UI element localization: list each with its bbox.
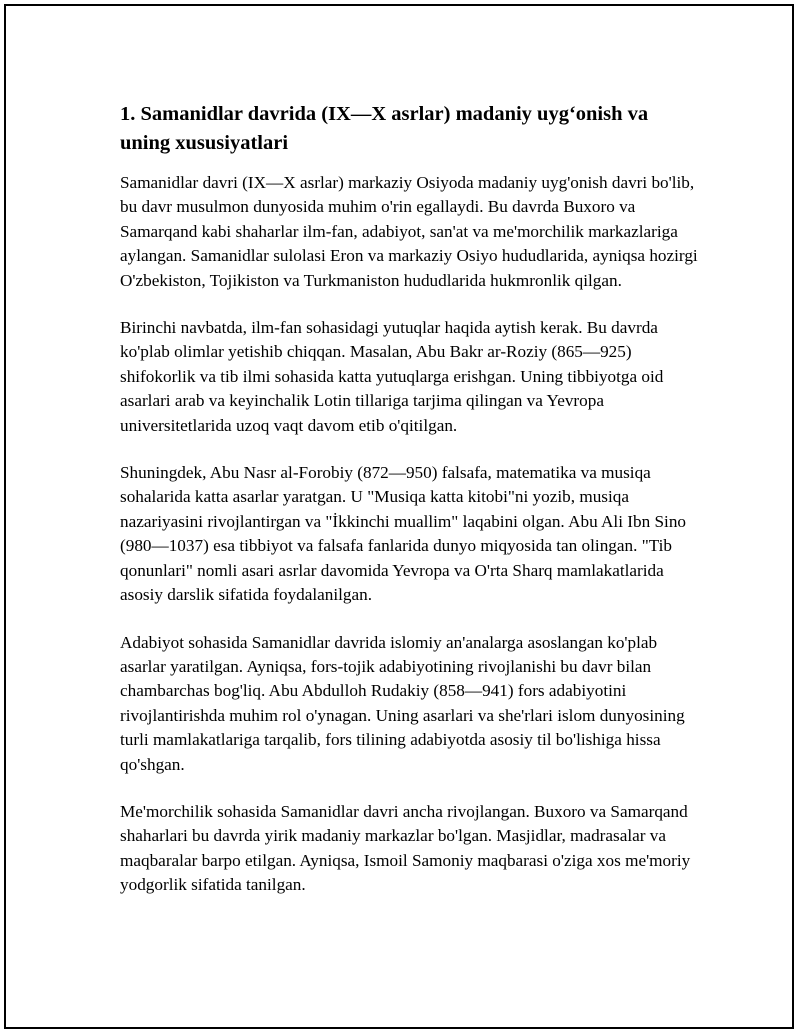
paragraph-science: Birinchi navbatda, ilm-fan sohasidagi yutuqlar haqida aytish kerak. Bu davrda ko'plab olimlar yetishib chiqqan. Masalan, Abu Bakr ar-Roziy (865—925) shifokorlik va tib ilmi sohasida katta yutuqlarga erishgan. Uning tibbiyotga oid asarlari arab va keyinchalik Lotin tillariga tarjima qilingan va Yevropa universitetlarida uzoq vaqt davom etib o'qitilgan. bbox=[120, 318, 664, 435]
paragraph-architecture: Me'morchilik sohasida Samanidlar davri ancha rivojlangan. Buxoro va Samarqand shaharlari bu davrda yirik madaniy markazlar bo'lgan. Masjidlar, madrasalar va maqbaralar barpo etilgan. Ayniqsa, Ismoil Samoniy maqbarasi o'ziga xos me'moriy yodgorlik sifatida tanilgan. bbox=[120, 801, 691, 895]
paragraph-intro: Samanidlar davri (IX—X asrlar) markaziy Osiyoda madaniy uyg'onish davri bo'lib, bu davr musulmon dunyosida muhim o'rin egallaydi. Bu davrda Buxoro va Samarqand kabi shaharlar ilm-fan, adabiyot, san'at va me'morchilik markazlariga aylangan. Samanidlar sulolasi Eron va markaziy Osiyo hududlarida, ayniqsa hozirgi O'zbekiston, Tojikiston va Turkmaniston hududlarida hukmronlik qilgan. bbox=[120, 173, 698, 290]
paragraph-farabi-ibn-sino: Shuningdek, Abu Nasr al-Forobiy (872—950) falsafa, matematika va musiqa sohalarida katta asarlar yaratgan. U "Musiqa katta kitobi"ni yozib, musiqa nazariyasini rivojlantirgan va "İkkinchi muallim" laqabini olgan. Abu Ali Ibn Sino (980—1037) esa tibbiyot va falsafa fanlarida dunyo miqyosida tan olingan. "Tib qonunlari" nomli asari asrlar davomida Yevropa va O'rta Sharq mamlakatlarida asosiy darslik sifatida foydalanilgan. bbox=[120, 463, 687, 605]
page-frame bbox=[4, 4, 794, 1029]
section-heading: 1. Samanidlar davrida (IX—X asrlar) madaniy uyg‘onish va uning xususiyatlari bbox=[120, 103, 649, 154]
paragraph-literature: Adabiyot sohasida Samanidlar davrida islomiy an'analarga asoslangan ko'plab asarlar yaratilgan. Ayniqsa, fors-tojik adabiyotining rivojlanishi bu davr bilan chambarchas bog'liq. Abu Abdulloh Rudakiy (858—941) fors adabiyotini rivojlantirishda muhim rol o'ynagan. Uning asarlari va she'rlari islom dunyosining turli mamlakatlariga tarqalib, fors tilining adabiyotda asosiy til bo'lishiga hissa qo'shgan. bbox=[120, 632, 685, 774]
document-body bbox=[120, 100, 700, 921]
